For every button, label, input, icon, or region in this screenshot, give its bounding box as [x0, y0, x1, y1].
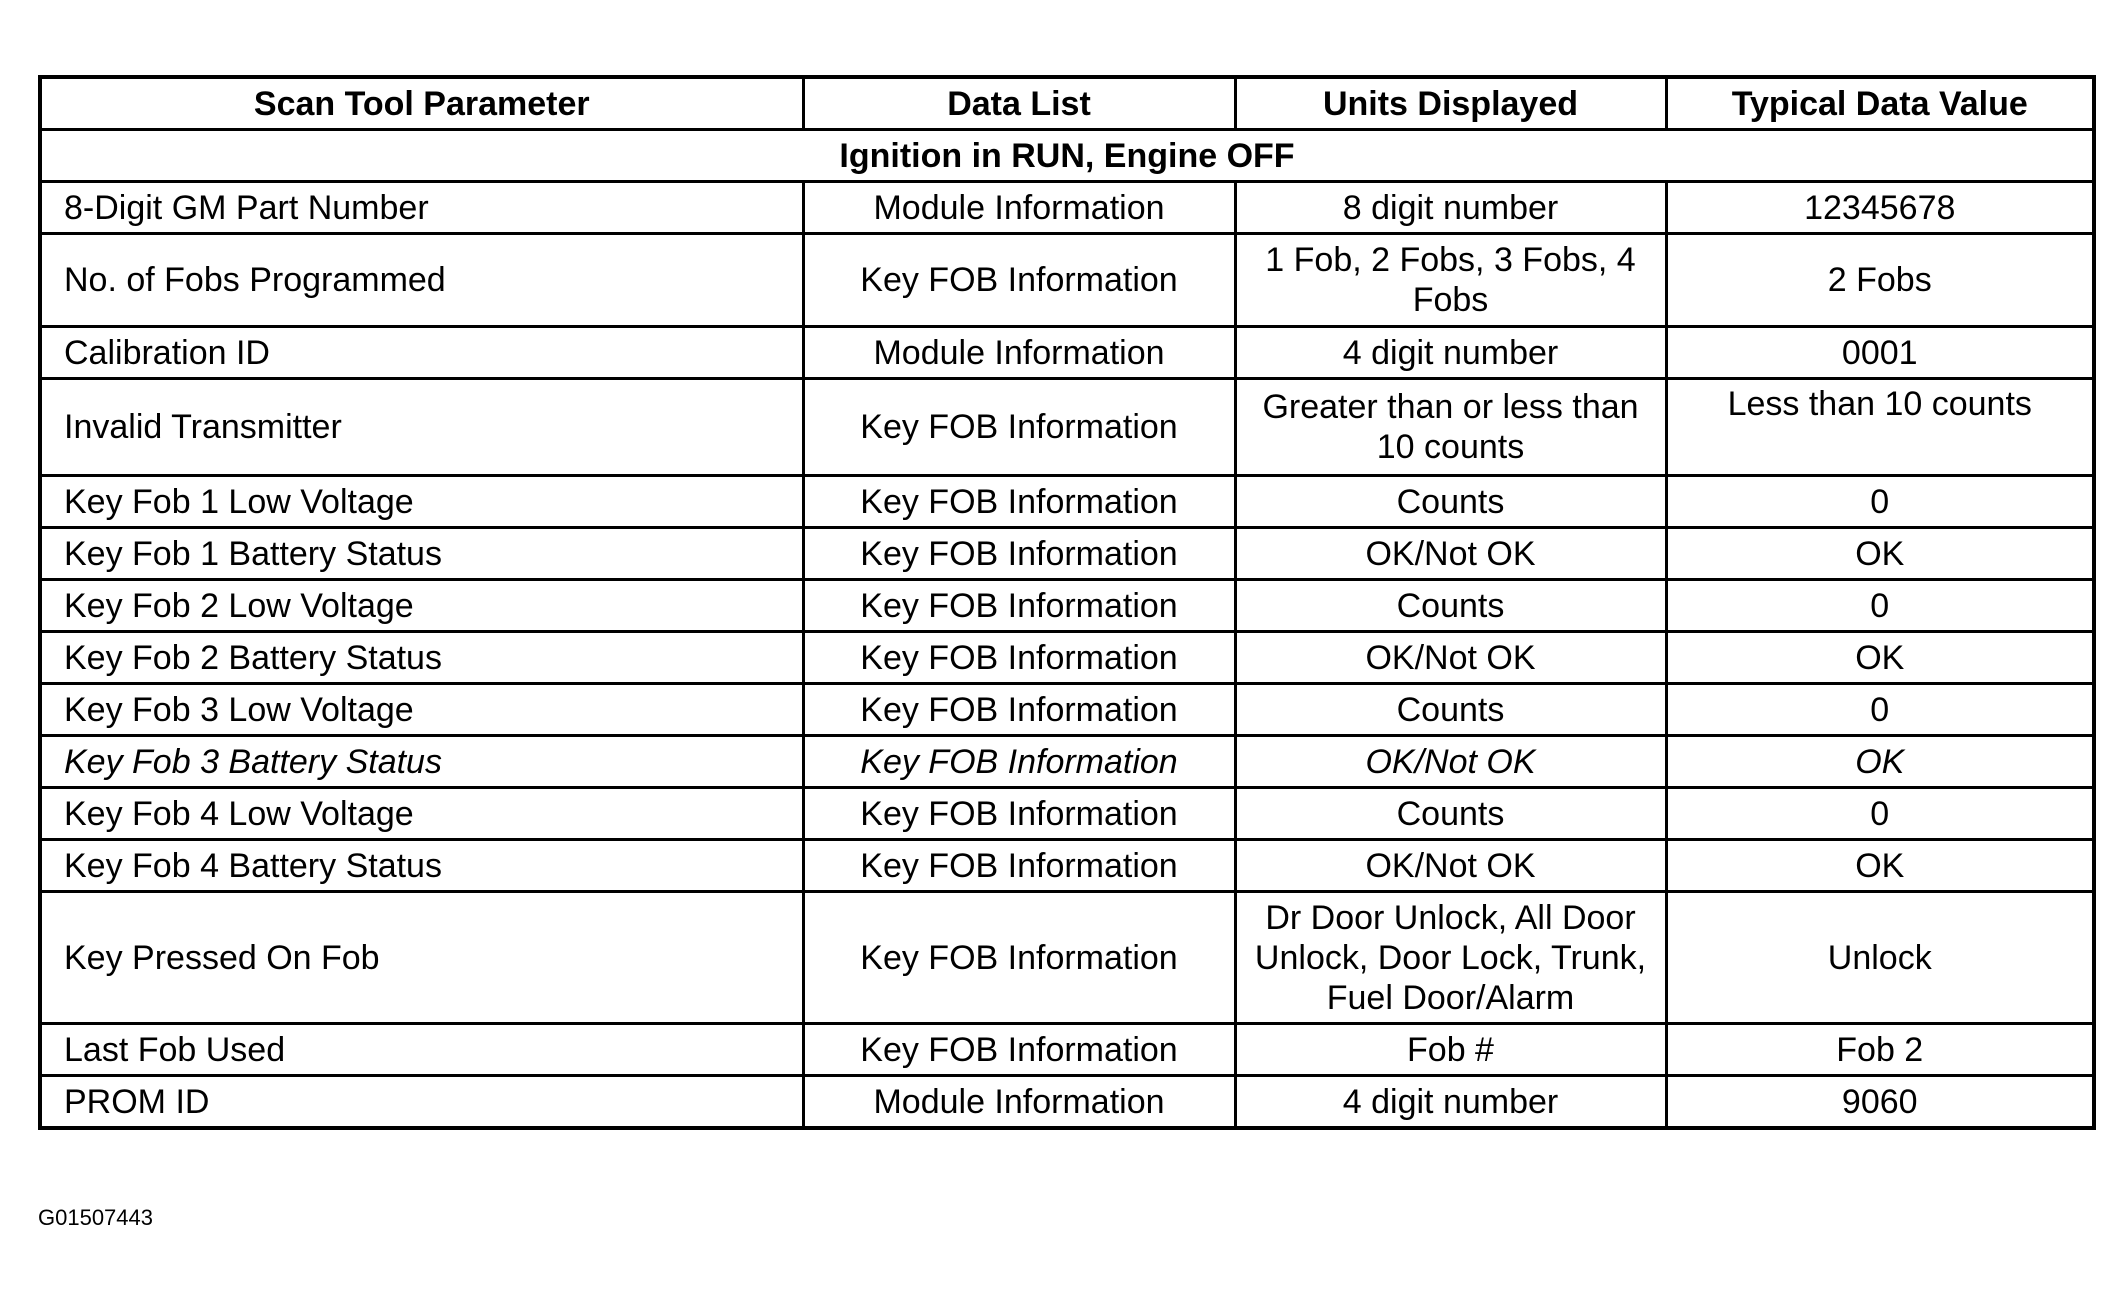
data-list-cell: Key FOB Information — [803, 580, 1235, 632]
parameter-cell: No. of Fobs Programmed — [40, 234, 803, 327]
parameter-cell: Key Fob 2 Low Voltage — [40, 580, 803, 632]
data-list-cell: Key FOB Information — [803, 234, 1235, 327]
parameter-cell: Key Fob 4 Battery Status — [40, 840, 803, 892]
table-row — [40, 379, 2094, 476]
parameter-cell: 8-Digit GM Part Number — [40, 182, 803, 234]
units-cell: 4 digit number — [1235, 1076, 1666, 1129]
units-cell: 1 Fob, 2 Fobs, 3 Fobs, 4 Fobs — [1235, 234, 1666, 327]
table-row — [40, 892, 2094, 1024]
value-cell: OK — [1666, 840, 2094, 892]
data-list-cell: Key FOB Information — [803, 684, 1235, 736]
parameter-cell: Invalid Transmitter — [40, 379, 803, 476]
table-row — [40, 580, 2094, 632]
header-units-displayed: Units Displayed — [1235, 77, 1666, 130]
units-cell: 4 digit number — [1235, 327, 1666, 379]
units-cell: Fob # — [1235, 1024, 1666, 1076]
table-row — [40, 1024, 2094, 1076]
units-cell: Dr Door Unlock, All Door Unlock, Door Lock, Trunk, Fuel Door/Alarm — [1235, 892, 1666, 1024]
data-list-cell: Key FOB Information — [803, 892, 1235, 1024]
data-list-cell: Key FOB Information — [803, 1024, 1235, 1076]
units-cell: OK/Not OK — [1235, 840, 1666, 892]
parameter-cell: PROM ID — [40, 1076, 803, 1129]
units-cell: OK/Not OK — [1235, 528, 1666, 580]
data-list-cell: Module Information — [803, 182, 1235, 234]
header-typical-data-value: Typical Data Value — [1666, 77, 2094, 130]
header-scan-tool-parameter: Scan Tool Parameter — [40, 77, 803, 130]
units-cell: OK/Not OK — [1235, 736, 1666, 788]
units-cell: Greater than or less than 10 counts — [1235, 379, 1666, 476]
parameter-cell: Key Pressed On Fob — [40, 892, 803, 1024]
data-list-cell: Key FOB Information — [803, 736, 1235, 788]
parameter-cell: Key Fob 3 Low Voltage — [40, 684, 803, 736]
data-list-cell: Key FOB Information — [803, 840, 1235, 892]
table-row — [40, 327, 2094, 379]
value-cell: OK — [1666, 632, 2094, 684]
table-header-row — [40, 77, 2094, 130]
units-cell: Counts — [1235, 580, 1666, 632]
parameter-cell: Key Fob 4 Low Voltage — [40, 788, 803, 840]
value-cell: Fob 2 — [1666, 1024, 2094, 1076]
value-cell: 0 — [1666, 476, 2094, 528]
units-cell: Counts — [1235, 476, 1666, 528]
value-cell: 0 — [1666, 684, 2094, 736]
table-row — [40, 528, 2094, 580]
section-row — [40, 130, 2094, 182]
data-list-cell: Module Information — [803, 327, 1235, 379]
table-row — [40, 684, 2094, 736]
table-row — [40, 788, 2094, 840]
value-cell: OK — [1666, 528, 2094, 580]
units-cell: 8 digit number — [1235, 182, 1666, 234]
table-row — [40, 840, 2094, 892]
data-list-cell: Key FOB Information — [803, 379, 1235, 476]
parameter-cell: Last Fob Used — [40, 1024, 803, 1076]
data-list-cell: Module Information — [803, 1076, 1235, 1129]
value-cell: 0 — [1666, 580, 2094, 632]
value-cell: Less than 10 counts — [1666, 379, 2094, 476]
figure-id-label: G01507443 — [38, 1205, 153, 1230]
units-cell: OK/Not OK — [1235, 632, 1666, 684]
header-data-list: Data List — [803, 77, 1235, 130]
units-cell: Counts — [1235, 788, 1666, 840]
value-cell: OK — [1666, 736, 2094, 788]
parameter-cell: Key Fob 2 Battery Status — [40, 632, 803, 684]
parameter-cell: Key Fob 1 Low Voltage — [40, 476, 803, 528]
table-row — [40, 632, 2094, 684]
data-list-cell: Key FOB Information — [803, 632, 1235, 684]
scan-tool-data-table — [38, 75, 2096, 1130]
table-row — [40, 736, 2094, 788]
value-cell: 12345678 — [1666, 182, 2094, 234]
value-cell: Unlock — [1666, 892, 2094, 1024]
data-list-cell: Key FOB Information — [803, 476, 1235, 528]
data-list-cell: Key FOB Information — [803, 788, 1235, 840]
parameter-cell: Key Fob 1 Battery Status — [40, 528, 803, 580]
value-cell: 9060 — [1666, 1076, 2094, 1129]
table-row — [40, 182, 2094, 234]
value-cell: 0 — [1666, 788, 2094, 840]
units-cell: Counts — [1235, 684, 1666, 736]
value-cell: 2 Fobs — [1666, 234, 2094, 327]
parameter-cell: Key Fob 3 Battery Status — [40, 736, 803, 788]
data-list-cell: Key FOB Information — [803, 528, 1235, 580]
table-row — [40, 1076, 2094, 1129]
value-cell: 0001 — [1666, 327, 2094, 379]
table-row — [40, 476, 2094, 528]
section-title: Ignition in RUN, Engine OFF — [40, 130, 2094, 182]
table-row — [40, 234, 2094, 327]
parameter-cell: Calibration ID — [40, 327, 803, 379]
